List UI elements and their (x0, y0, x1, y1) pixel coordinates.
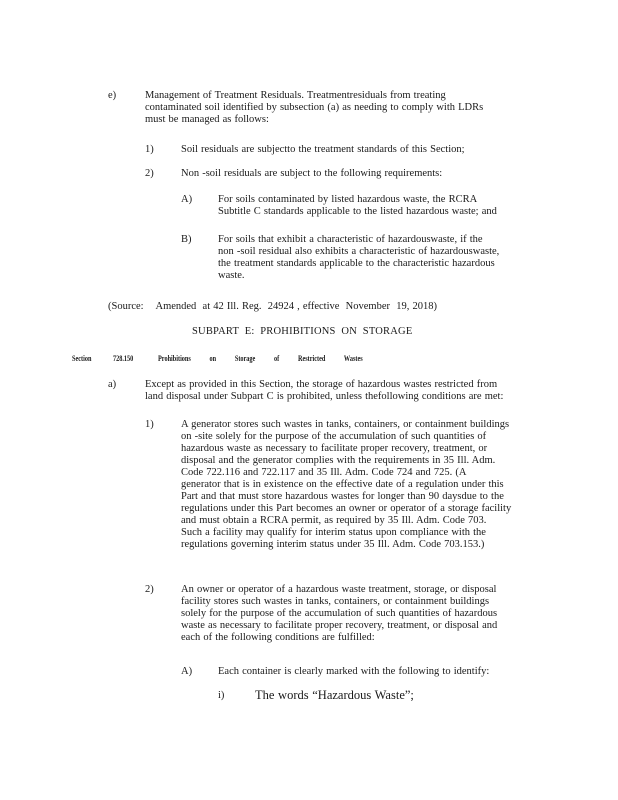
item-e1-label: 1) (145, 144, 154, 155)
item-a1-label: 1) (145, 419, 154, 430)
item-ai-text: The words “Hazardous Waste”; (255, 688, 414, 702)
item-eA-text: For soils contaminated by listed hazardous waste, the RCRA Subtitle C standards applicable to the listed hazardous waste; and (218, 194, 497, 217)
item-ai-label: i) (218, 690, 225, 701)
item-a2-label: 2) (145, 584, 154, 595)
subsection-a-text: Except as provided in this Section, the storage of hazardous wastes restricted from land disposal under Subpart C is prohibited, unless thefollowing conditions are met: (145, 379, 504, 402)
item-eB-text: For soils that exhibit a characteristic of hazardouswaste, if the non -soil residual also exhibits a characteristic of hazardouswaste, the treatment standards applicable to the characteristic hazardous waste. (218, 234, 500, 281)
item-eB-label: B) (181, 234, 192, 245)
subsection-e-label: e) (108, 90, 117, 101)
section-label: Section (72, 354, 92, 363)
subsection-a-label: a) (108, 379, 117, 390)
subpart-heading: SUBPART E: PROHIBITIONS ON STORAGE (192, 326, 413, 337)
item-e1-text: Soil residuals are subjectto the treatment standards of this Section; (181, 144, 465, 155)
subsection-e-text: Management of Treatment Residuals. Treatmentresiduals from treating contaminated soil identified by subsection (a) as needing to comply with LDRs must be managed as follows: (145, 90, 484, 125)
source-note: (Source: Amended at 42 Ill. Reg. 24924 , effective November 19, 2018) (108, 301, 437, 312)
section-title: Prohibitions on Storage of Restricted Wastes (158, 354, 363, 363)
item-eA-label: A) (181, 194, 193, 205)
section-number: 728.150 (113, 354, 134, 363)
item-a1-text: A generator stores such wastes in tanks, containers, or containment buildings on -site solely for the purpose of the accumulation of such quantities of hazardous waste as necessary to facilitate proper recovery, treatment, or disposal and the generator complies with the requirements in 35 Ill. Adm. Code 722.116 and 722.117 and 35 Ill. Adm. Code 724 and 725. (A generator that is in existence on the effective date of a regulation under this Part and that must store hazardous wastes for longer than 90 daysdue to the regulations under this Part becomes an owner or operator of a storage facility and must obtain a RCRA permit, as required by 35 Ill. Adm. Code 703. Such a facility may qualify for interim status upon compliance with the regulations governing interim status under 35 Ill. Adm. Code 703.153.) (181, 419, 512, 550)
item-a2-text: An owner or operator of a hazardous waste treatment, storage, or disposal facility stores such wastes in tanks, containers, or containment buildings solely for the purpose of the accumulation of such quantities of hazardous waste as necessary to facilitate proper recovery, treatment, or disposal and each of the following conditions are fulfilled: (181, 584, 498, 643)
item-e2-text: Non -soil residuals are subject to the following requirements: (181, 168, 443, 179)
item-aA-text: Each container is clearly marked with the following to identify: (218, 666, 490, 677)
item-aA-label: A) (181, 666, 193, 677)
item-e2-label: 2) (145, 168, 154, 179)
